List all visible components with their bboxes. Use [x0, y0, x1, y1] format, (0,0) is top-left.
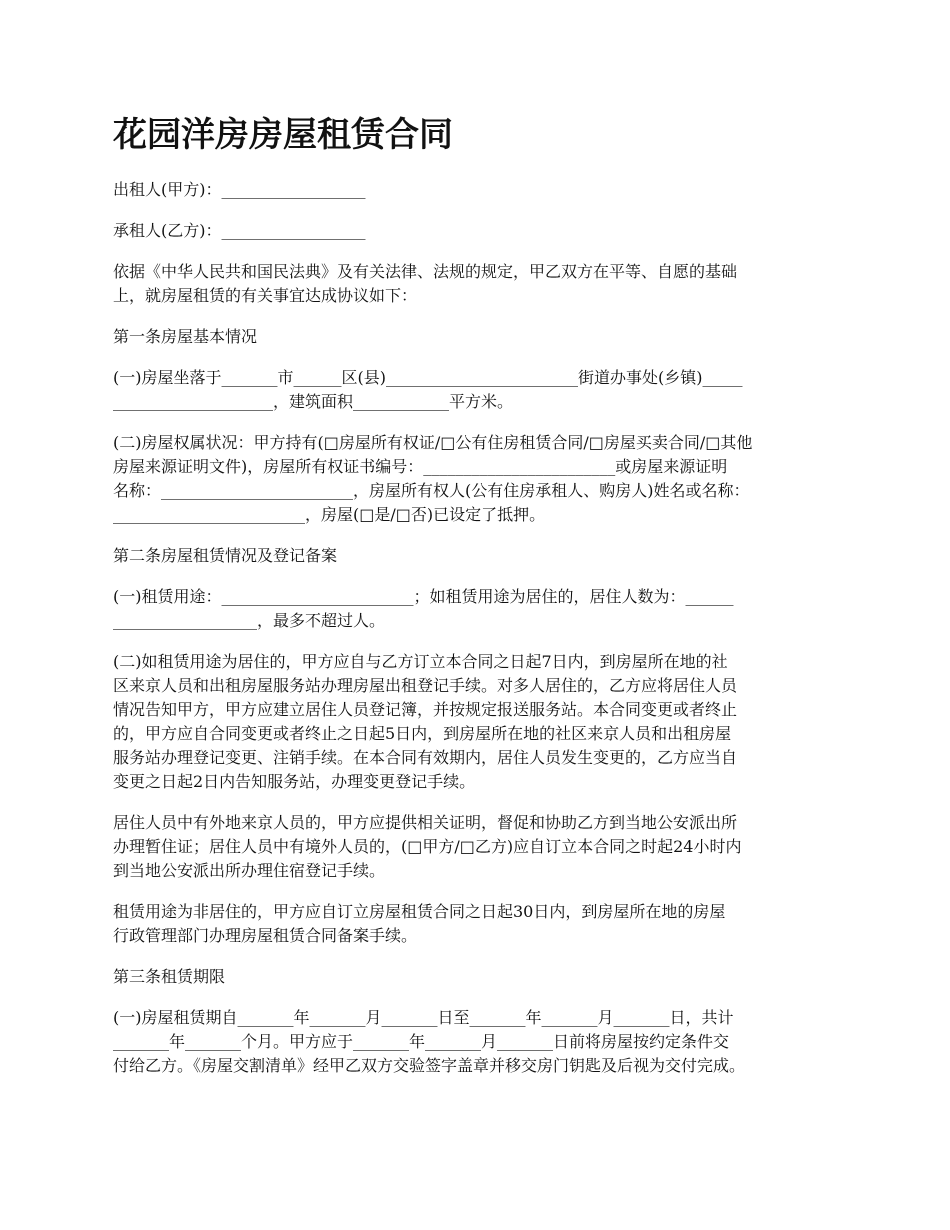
text-line: 变更之日起2日内告知服务站，办理变更登记手续。 — [113, 772, 476, 791]
text-line: (二)房屋权属状况：甲方持有(□房屋所有权证/□公有住房租赁合同/□房屋买卖合同/□其他 — [113, 433, 753, 452]
lessor-field — [113, 178, 848, 202]
article-2-heading — [113, 544, 848, 568]
article-1-clause-2 — [113, 431, 848, 527]
lessee-field — [113, 219, 848, 243]
text-line: 办理暂住证；居住人员中有境外人员的，(□甲方/□乙方)应自订立本合同之时起24小时内 — [113, 837, 742, 856]
text-line: 房屋来源证明文件)，房屋所有权证书编号：________________________或房屋来源证明 — [113, 457, 728, 476]
article-2-clause-1 — [113, 585, 848, 633]
article-1-heading — [113, 325, 848, 349]
text-line: 服务站办理登记变更、注销手续。在本合同有效期内，居住人员发生变更的，乙方应当自 — [113, 748, 738, 767]
text-line: 到当地公安派出所办理住宿登记手续。 — [113, 861, 386, 880]
text-line: 出租人(甲方)：__________________ — [113, 180, 366, 199]
text-line: ________________________，房屋(□是/□否)已设定了抵押。 — [113, 505, 546, 524]
text-line: 租赁用途为非居住的，甲方应自订立房屋租赁合同之日起30日内，到房屋所在地的房屋 — [113, 902, 726, 921]
text-line: (一)房屋坐落于_______市______区(县)________________________街道办事处(乡镇)_____ — [113, 368, 743, 387]
article-1-clause-1 — [113, 366, 848, 414]
text-line: 名称：________________________，房屋所有权人(公有住房承租人、购房人)姓名或名称： — [113, 481, 750, 500]
text-line: 行政管理部门办理房屋租赁合同备案手续。 — [113, 926, 418, 945]
article-2-nonlocal-residents — [113, 811, 848, 883]
text-line: 居住人员中有外地来京人员的，甲方应提供相关证明，督促和协助乙方到当地公安派出所 — [113, 813, 738, 832]
text-line: __________________，最多不超过人。 — [113, 611, 386, 630]
article-2-non-residential — [113, 900, 848, 948]
text-line: (二)如租赁用途为居住的，甲方应自与乙方订立本合同之日起7日内，到房屋所在地的社 — [113, 652, 728, 671]
text-line: 第二条房屋租赁情况及登记备案 — [113, 546, 338, 565]
text-line: 第三条租赁期限 — [113, 967, 226, 986]
preamble-paragraph — [113, 260, 848, 308]
text-line: 情况告知甲方，甲方应建立居住人员登记簿，并按规定报送服务站。本合同变更或者终止 — [113, 700, 738, 719]
article-3-clause-1 — [113, 1006, 848, 1078]
text-line: 第一条房屋基本情况 — [113, 327, 258, 346]
text-line: 付给乙方。《房屋交割清单》经甲乙双方交验签字盖章并移交房门钥匙及后视为交付完成。 — [113, 1056, 746, 1075]
article-3-heading — [113, 965, 848, 989]
text-line: (一)房屋租赁期自_______年_______月_______日至_______年_______月_______日，共计 — [113, 1008, 734, 1027]
text-line: 依据《中华人民共和国民法典》及有关法律、法规的规定，甲乙双方在平等、自愿的基础 — [113, 262, 738, 281]
text-line: (一)租赁用途：________________________；如租赁用途为居住的，居住人数为：______ — [113, 587, 734, 606]
text-line: 上，就房屋租赁的有关事宜达成协议如下： — [113, 286, 418, 305]
article-2-clause-2 — [113, 650, 848, 794]
contract-document — [113, 110, 848, 1095]
text-line: _______年_______个月。甲方应于_______年_______月_______日前将房屋按约定条件交 — [113, 1032, 730, 1051]
text-line: ____________________，建筑面积____________平方米。 — [113, 392, 514, 411]
document-title: 花园洋房房屋租赁合同 — [113, 115, 453, 155]
text-line: 区来京人员和出租房屋服务站办理房屋出租登记手续。对多人居住的，乙方应将居住人员 — [113, 676, 738, 695]
text-line: 的，甲方应自合同变更或者终止之日起5日内，到房屋所在地的社区来京人员和出租房屋 — [113, 724, 732, 743]
text-line: 承租人(乙方)：__________________ — [113, 221, 366, 240]
